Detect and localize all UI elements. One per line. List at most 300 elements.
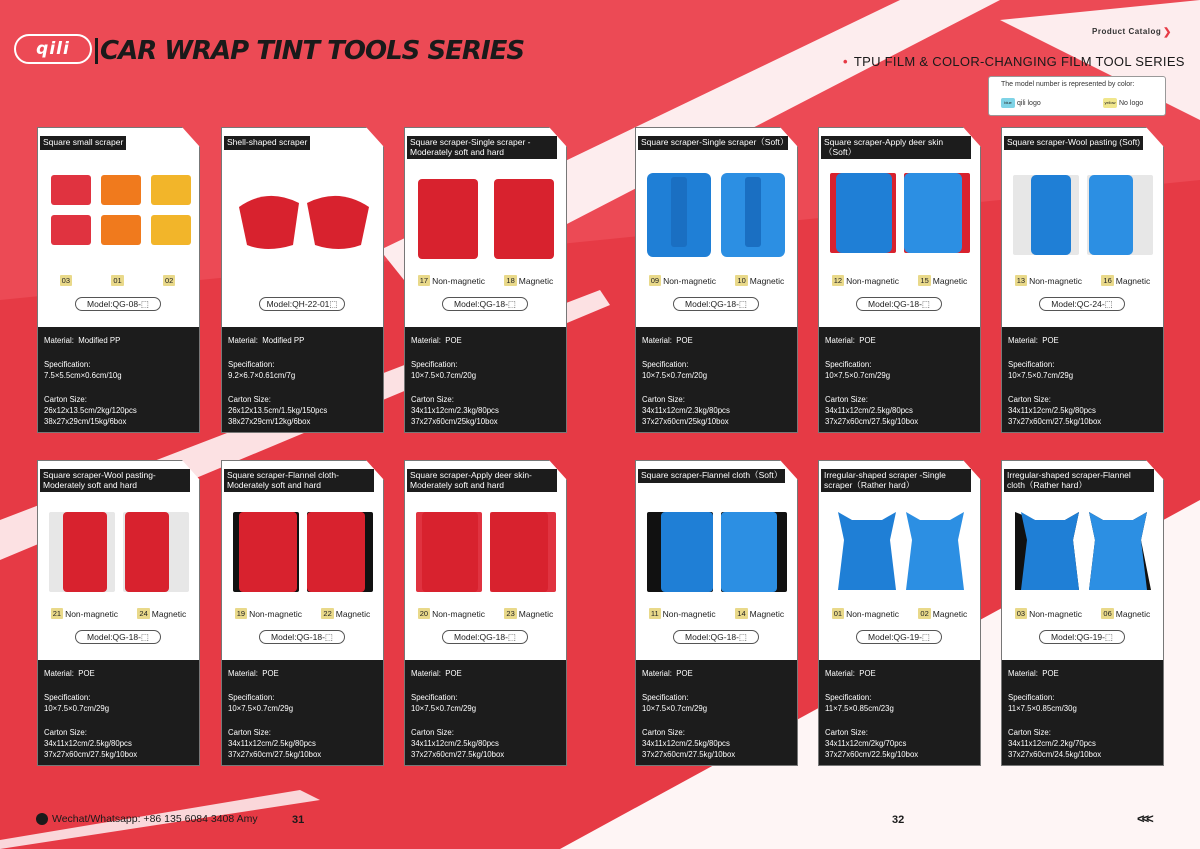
- variant-text: Magnetic: [1115, 608, 1151, 619]
- card-title: Square scraper-Wool pasting-Moderately soft and hard: [40, 469, 190, 492]
- carton-row: [1008, 727, 1159, 760]
- model-text: Model:QG-18-: [454, 299, 508, 309]
- specification-label: Specification:: [825, 693, 872, 702]
- legend-item-logo: [1001, 98, 1041, 108]
- specification-label: Specification:: [228, 360, 275, 369]
- variant-text: Non-magnetic: [662, 608, 716, 619]
- legend-swatch-yellow: yellow: [1103, 98, 1117, 108]
- product-card: [37, 127, 200, 433]
- specification-value: 10×7.5×0.7cm/20g: [411, 371, 477, 380]
- brand-logo: [14, 34, 92, 64]
- carton-value-2: 37x27x60cm/27.5kg/10box: [825, 417, 919, 426]
- material-value: POE: [78, 669, 95, 678]
- carton-value-2: 37x27x60cm/27.5kg/10box: [642, 750, 736, 759]
- specification-value: 10×7.5×0.7cm/29g: [642, 704, 708, 713]
- model-placeholder-icon: ⬚: [507, 298, 516, 309]
- variant-text: Non-magnetic: [846, 608, 899, 619]
- card-spec-panel: [818, 327, 981, 433]
- model-placeholder-icon: ⬚: [1104, 298, 1113, 309]
- model-text: Model:QG-19-: [868, 632, 922, 642]
- model-placeholder-icon: ⬚: [140, 298, 149, 309]
- material-value: POE: [859, 336, 876, 345]
- legend-label: qili logo: [1017, 99, 1041, 107]
- variant-label: [649, 608, 716, 619]
- specification-label: Specification:: [1008, 360, 1055, 369]
- product-image: [1007, 167, 1158, 277]
- logo-text: qili: [36, 39, 70, 59]
- carton-row: [825, 394, 976, 427]
- product-image: [227, 167, 378, 277]
- card-title: Square scraper-Flannel cloth-Moderately soft and hard: [224, 469, 374, 492]
- specification-row: [228, 359, 379, 381]
- variant-text: Non-magnetic: [1029, 608, 1082, 619]
- variant-number: 17: [419, 276, 429, 285]
- card-spec-panel: [404, 660, 567, 766]
- variant-text: Magnetic: [932, 275, 968, 286]
- carton-label: Carton Size:: [825, 395, 868, 404]
- variant-labels: [1005, 275, 1160, 286]
- carton-label: Carton Size:: [411, 395, 454, 404]
- model-text: Model:QG-19-: [1051, 632, 1105, 642]
- material-label: Material:: [642, 669, 672, 678]
- carton-row: [825, 727, 976, 760]
- variant-label: [51, 608, 118, 619]
- contact-text: Wechat/Whatsapp: +86 135 6084 3408 Amy: [52, 813, 258, 825]
- carton-value-2: 37x27x60cm/27.5kg/10box: [1008, 417, 1102, 426]
- variant-label: [504, 275, 553, 286]
- variant-number: 13: [1016, 276, 1026, 285]
- product-card: [1001, 127, 1164, 433]
- product-photo: [824, 500, 975, 610]
- variant-labels: [1005, 608, 1160, 619]
- title-divider: [95, 38, 98, 64]
- material-row: [825, 668, 976, 679]
- material-value: POE: [1042, 669, 1059, 678]
- material-label: Material:: [228, 669, 258, 678]
- specification-value: 7.5×5.5cm×0.6cm/10g: [44, 371, 122, 380]
- model-text: Model:QG-08-: [87, 299, 141, 309]
- variant-text: Magnetic: [335, 608, 371, 619]
- carton-row: [1008, 394, 1159, 427]
- card-title: Square scraper-Single scraper（Soft）: [638, 136, 788, 150]
- material-row: [1008, 335, 1159, 346]
- variant-label: [163, 275, 177, 286]
- specification-row: [44, 359, 195, 381]
- variant-number: 22: [323, 609, 332, 618]
- carton-row: [411, 394, 562, 427]
- variant-label: [504, 608, 553, 619]
- legend-swatch-blue: blue: [1001, 98, 1015, 108]
- variant-text: Non-magnetic: [1029, 275, 1082, 286]
- variant-labels: [639, 608, 794, 619]
- carton-row: [44, 727, 195, 760]
- carton-label: Carton Size:: [411, 728, 454, 737]
- variant-text: Magnetic: [151, 608, 187, 619]
- specification-value: 10×7.5×0.7cm/29g: [825, 371, 891, 380]
- specification-row: [228, 692, 379, 714]
- material-label: Material:: [1008, 669, 1038, 678]
- card-title: Shell-shaped scraper: [224, 136, 310, 150]
- material-value: POE: [859, 669, 876, 678]
- specification-label: Specification:: [411, 360, 458, 369]
- carton-value-1: 34x11x12cm/2.3kg/80pcs: [411, 406, 499, 415]
- product-image: [1007, 500, 1158, 610]
- specification-value: 9.2×6.7×0.61cm/7g: [228, 371, 296, 380]
- variant-number: 03: [1016, 609, 1026, 618]
- specification-row: [411, 359, 562, 381]
- carton-label: Carton Size:: [228, 728, 271, 737]
- carton-value-1: 26x12x13.5cm/2kg/120pcs: [44, 406, 137, 415]
- material-label: Material:: [642, 336, 672, 345]
- product-image: [641, 167, 792, 277]
- product-photo: [641, 500, 792, 610]
- specification-row: [1008, 692, 1159, 714]
- variant-number: 01: [113, 276, 122, 285]
- tpu-series-title: [843, 54, 1185, 69]
- material-value: Modified PP: [262, 336, 305, 345]
- variant-labels: [639, 275, 794, 286]
- carton-value-2: 37x27x60cm/27.5kg/10box: [228, 750, 322, 759]
- variant-number: 21: [52, 609, 62, 618]
- specification-value: 10×7.5×0.7cm/29g: [44, 704, 110, 713]
- product-card: [818, 127, 981, 433]
- carton-value-2: 37x27x60cm/24.5kg/10box: [1008, 750, 1102, 759]
- model-text: Model:QG-18-: [685, 632, 739, 642]
- variant-text: Non-magnetic: [432, 275, 485, 286]
- product-image: [641, 500, 792, 610]
- specification-label: Specification:: [411, 693, 458, 702]
- card-title: Square scraper-Single scraper -Moderately soft and hard: [407, 136, 557, 159]
- variant-text: Magnetic: [518, 275, 554, 286]
- card-title: Irregular-shaped scraper -Single scraper（Rather hard）: [821, 469, 971, 492]
- catalog-arrow-icon: ❯: [1163, 27, 1172, 38]
- variant-label: [1101, 608, 1150, 619]
- variant-text: Magnetic: [749, 275, 785, 286]
- card-spec-panel: [635, 327, 798, 433]
- carton-label: Carton Size:: [1008, 728, 1051, 737]
- material-label: Material:: [825, 336, 855, 345]
- model-number: [673, 297, 759, 311]
- variant-label: [418, 275, 485, 286]
- model-number: [442, 297, 528, 311]
- variant-label: [321, 608, 370, 619]
- product-card: [37, 460, 200, 766]
- product-photo: [1007, 167, 1158, 277]
- variant-label: [832, 608, 899, 619]
- card-spec-panel: [635, 660, 798, 766]
- specification-row: [825, 359, 976, 381]
- carton-value-1: 34x11x12cm/2.5kg/80pcs: [411, 739, 499, 748]
- variant-text: Magnetic: [1115, 275, 1151, 286]
- card-title: Square small scraper: [40, 136, 126, 150]
- specification-label: Specification:: [44, 360, 91, 369]
- specification-row: [642, 359, 793, 381]
- carton-value-1: 34x11x12cm/2.5kg/80pcs: [44, 739, 132, 748]
- footer-contact: [36, 813, 258, 825]
- material-label: Material:: [44, 336, 74, 345]
- carton-value-1: 34x11x12cm/2.2kg/70pcs: [1008, 739, 1096, 748]
- product-card: [635, 460, 798, 766]
- carton-value-1: 34x11x12cm/2.5kg/80pcs: [1008, 406, 1096, 415]
- model-number: [259, 297, 345, 311]
- model-number: [673, 630, 759, 644]
- material-row: [411, 668, 562, 679]
- variant-number: 09: [650, 276, 660, 285]
- card-spec-panel: [1001, 327, 1164, 433]
- specification-value: 11×7.5×0.85cm/23g: [825, 704, 894, 713]
- variant-text: Non-magnetic: [65, 608, 118, 619]
- card-spec-panel: [37, 660, 200, 766]
- model-placeholder-icon: ⬚: [324, 631, 333, 642]
- product-photo: [43, 500, 194, 610]
- variant-label: [1101, 275, 1150, 286]
- product-photo: [227, 167, 378, 277]
- product-card: [221, 460, 384, 766]
- model-placeholder-icon: ⬚: [738, 631, 747, 642]
- variant-label: [918, 275, 967, 286]
- variant-text: Magnetic: [932, 608, 968, 619]
- specification-label: Specification:: [228, 693, 275, 702]
- variant-number: 15: [920, 276, 929, 285]
- chevrons-icon: <<<: [1137, 811, 1151, 826]
- catalog-label: Product Catalog: [1092, 27, 1162, 36]
- specification-row: [44, 692, 195, 714]
- product-card: [404, 460, 567, 766]
- carton-value-2: 37x27x60cm/25kg/10box: [642, 417, 729, 426]
- specification-label: Specification:: [1008, 693, 1055, 702]
- legend-title: The model number is represented by color:: [1001, 81, 1135, 88]
- carton-value-2: 37x27x60cm/27.5kg/10box: [44, 750, 138, 759]
- material-label: Material:: [825, 669, 855, 678]
- carton-value-2: 37x27x60cm/27.5kg/10box: [411, 750, 505, 759]
- model-placeholder-icon: ⬚: [1104, 631, 1113, 642]
- variant-label: [649, 275, 716, 286]
- model-number: [856, 630, 942, 644]
- product-card: [635, 127, 798, 433]
- variant-number: 14: [737, 609, 746, 618]
- variant-label: [111, 275, 125, 286]
- variant-label: [137, 608, 186, 619]
- model-placeholder-icon: ⬚: [921, 298, 930, 309]
- product-card: [818, 460, 981, 766]
- product-image: [227, 500, 378, 610]
- product-photo: [824, 167, 975, 277]
- legend-label: No logo: [1119, 99, 1144, 107]
- carton-label: Carton Size:: [228, 395, 271, 404]
- specification-row: [411, 692, 562, 714]
- variant-labels: [41, 608, 196, 619]
- carton-label: Carton Size:: [44, 728, 87, 737]
- variant-text: Magnetic: [518, 608, 554, 619]
- specification-value: 10×7.5×0.7cm/29g: [411, 704, 477, 713]
- card-spec-panel: [404, 327, 567, 433]
- model-text: Model:QG-18-: [685, 299, 739, 309]
- specification-value: 10×7.5×0.7cm/29g: [1008, 371, 1074, 380]
- variant-text: Non-magnetic: [249, 608, 302, 619]
- material-value: POE: [676, 669, 693, 678]
- model-number: [259, 630, 345, 644]
- carton-value-2: 37x27x60cm/22.5kg/10box: [825, 750, 919, 759]
- product-image: [410, 500, 561, 610]
- model-number: [75, 630, 161, 644]
- variant-text: Magnetic: [749, 608, 785, 619]
- variant-number: 18: [506, 276, 515, 285]
- variant-text: Non-magnetic: [846, 275, 899, 286]
- specification-row: [642, 692, 793, 714]
- material-label: Material:: [411, 336, 441, 345]
- variant-number: 03: [61, 276, 70, 285]
- page-number-right: 32: [892, 814, 905, 826]
- carton-value-1: 34x11x12cm/2.5kg/80pcs: [825, 406, 913, 415]
- card-title: Square scraper-Apply deer skin（Soft）: [821, 136, 971, 159]
- carton-value-1: 34x11x12cm/2.5kg/80pcs: [228, 739, 316, 748]
- product-card: [221, 127, 384, 433]
- model-placeholder-icon: ⬚: [921, 631, 930, 642]
- model-text: Model:QG-18-: [87, 632, 141, 642]
- variant-label: [832, 275, 899, 286]
- card-title: Square scraper-Wool pasting (Soft): [1004, 136, 1143, 150]
- material-row: [642, 668, 793, 679]
- product-photo: [43, 167, 194, 277]
- phone-icon: [36, 813, 48, 825]
- material-label: Material:: [1008, 336, 1038, 345]
- page-number-left: 31: [292, 814, 305, 826]
- specification-value: 10×7.5×0.7cm/20g: [642, 371, 708, 380]
- material-label: Material:: [411, 669, 441, 678]
- product-photo: [410, 500, 561, 610]
- product-photo: [641, 167, 792, 277]
- variant-text: Non-magnetic: [432, 608, 485, 619]
- carton-value-1: 26x12x13.5cm/1.5kg/150pcs: [228, 406, 328, 415]
- carton-label: Carton Size:: [44, 395, 87, 404]
- variant-label: [1015, 275, 1082, 286]
- variant-label: [418, 608, 485, 619]
- specification-label: Specification:: [642, 360, 689, 369]
- carton-row: [642, 394, 793, 427]
- material-value: POE: [445, 669, 462, 678]
- carton-row: [411, 727, 562, 760]
- carton-label: Carton Size:: [1008, 395, 1051, 404]
- specification-value: 11×7.5×0.85cm/30g: [1008, 704, 1077, 713]
- variant-text: Non-magnetic: [663, 275, 716, 286]
- specification-row: [825, 692, 976, 714]
- model-text: Model:QC-24-: [1051, 299, 1105, 309]
- variant-number: 01: [833, 609, 843, 618]
- material-value: POE: [1042, 336, 1059, 345]
- card-spec-panel: [221, 660, 384, 766]
- variant-label: [918, 608, 967, 619]
- material-value: POE: [676, 336, 693, 345]
- series-title: CAR WRAP TINT TOOLS SERIES: [100, 36, 525, 66]
- variant-number: 06: [1103, 609, 1112, 618]
- card-spec-panel: [37, 327, 200, 433]
- variant-label: [735, 275, 784, 286]
- model-text: Model:QG-18-: [271, 632, 325, 642]
- specification-label: Specification:: [44, 693, 91, 702]
- carton-value-1: 34x11x12cm/2.3kg/80pcs: [642, 406, 730, 415]
- specification-row: [1008, 359, 1159, 381]
- tpu-title-text: TPU FILM & COLOR-CHANGING FILM TOOL SERIES: [853, 54, 1185, 69]
- material-row: [642, 335, 793, 346]
- model-placeholder-icon: ⬚: [738, 298, 747, 309]
- variant-number: 12: [833, 276, 843, 285]
- carton-row: [228, 394, 379, 427]
- card-spec-panel: [1001, 660, 1164, 766]
- model-text: Model:QH-22-01: [266, 299, 330, 309]
- product-image: [824, 167, 975, 277]
- variant-label: [1015, 608, 1082, 619]
- material-row: [825, 335, 976, 346]
- card-title: Square scraper-Flannel cloth（Soft）: [638, 469, 785, 483]
- variant-labels: [822, 275, 977, 286]
- variant-number: 20: [419, 609, 429, 618]
- carton-label: Carton Size:: [825, 728, 868, 737]
- variant-label: [60, 275, 74, 286]
- product-photo: [1007, 500, 1158, 610]
- variant-labels: [822, 608, 977, 619]
- material-row: [1008, 668, 1159, 679]
- carton-row: [44, 394, 195, 427]
- variant-labels: [41, 275, 196, 286]
- variant-labels: [225, 608, 380, 619]
- carton-label: Carton Size:: [642, 395, 685, 404]
- material-row: [44, 668, 195, 679]
- specification-value: 10×7.5×0.7cm/29g: [228, 704, 294, 713]
- material-row: [228, 668, 379, 679]
- model-text: Model:QG-18-: [868, 299, 922, 309]
- product-image: [824, 500, 975, 610]
- card-title: Square scraper-Apply deer skin-Moderately soft and hard: [407, 469, 557, 492]
- carton-row: [642, 727, 793, 760]
- variant-labels: [408, 275, 563, 286]
- product-image: [43, 167, 194, 277]
- carton-label: Carton Size:: [642, 728, 685, 737]
- product-card: [1001, 460, 1164, 766]
- product-photo: [227, 500, 378, 610]
- material-label: Material:: [228, 336, 258, 345]
- variant-number: 23: [506, 609, 515, 618]
- material-value: Modified PP: [78, 336, 121, 345]
- product-image: [43, 500, 194, 610]
- carton-value-1: 34x11x12cm/2.5kg/80pcs: [642, 739, 730, 748]
- legend-item-nologo: [1103, 98, 1143, 108]
- variant-number: 10: [737, 276, 746, 285]
- model-number: [1039, 297, 1125, 311]
- carton-value-2: 38x27x29cm/15kg/6box: [44, 417, 127, 426]
- specification-label: Specification:: [825, 360, 872, 369]
- model-placeholder-icon: ⬚: [329, 298, 338, 309]
- card-title: Irregular-shaped scraper-Flannel cloth（Rather hard）: [1004, 469, 1154, 492]
- variant-label: [235, 608, 302, 619]
- model-number: [1039, 630, 1125, 644]
- model-text: Model:QG-18-: [454, 632, 508, 642]
- material-row: [44, 335, 195, 346]
- model-placeholder-icon: ⬚: [140, 631, 149, 642]
- variant-label: [735, 608, 784, 619]
- variant-number: 24: [139, 609, 148, 618]
- material-row: [411, 335, 562, 346]
- variant-number: 11: [650, 609, 659, 618]
- carton-value-2: 37x27x60cm/25kg/10box: [411, 417, 498, 426]
- variant-number: 02: [164, 276, 174, 285]
- card-spec-panel: [221, 327, 384, 433]
- specification-label: Specification:: [642, 693, 689, 702]
- card-spec-panel: [818, 660, 981, 766]
- material-label: Material:: [44, 669, 74, 678]
- carton-row: [228, 727, 379, 760]
- material-value: POE: [445, 336, 462, 345]
- material-row: [228, 335, 379, 346]
